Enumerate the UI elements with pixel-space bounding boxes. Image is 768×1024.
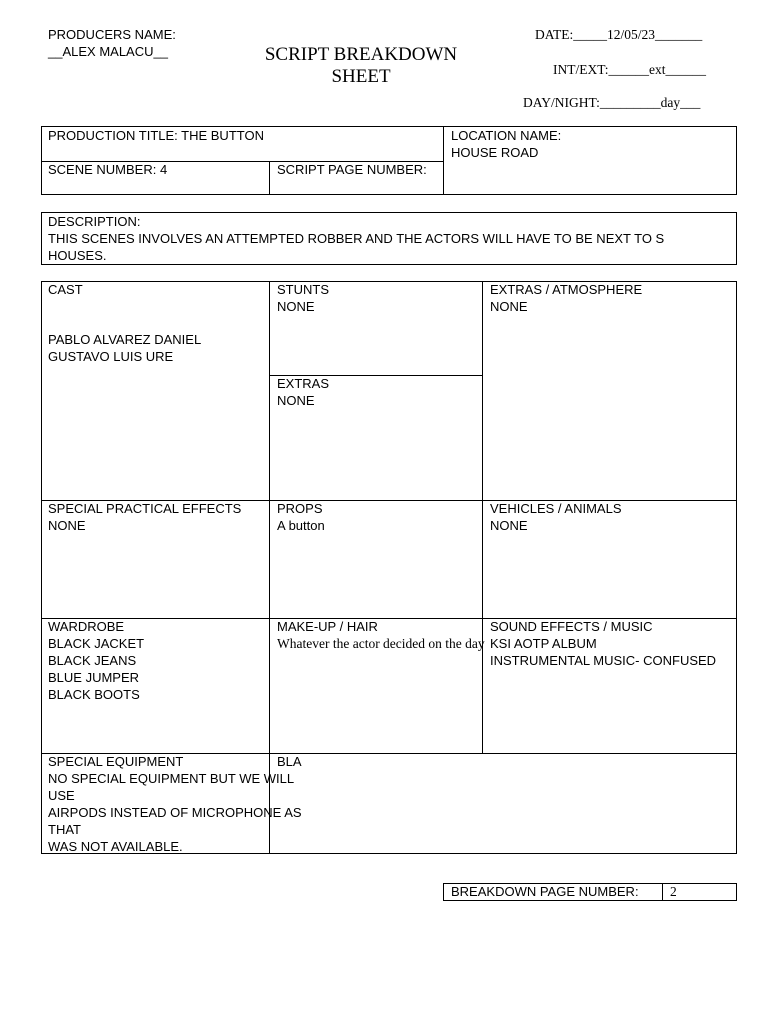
production-title: PRODUCTION TITLE: THE BUTTON xyxy=(48,128,264,143)
location-label: LOCATION NAME: xyxy=(451,128,562,143)
makeup-hair-label: MAKE-UP / HAIR xyxy=(277,619,378,634)
sound-music-item: KSI AOTP ALBUM xyxy=(490,636,597,651)
title-line-2: SHEET xyxy=(331,66,391,87)
extras-label: EXTRAS xyxy=(277,376,330,391)
special-equipment-line: AIRPODS INSTEAD OF MICROPHONE AS xyxy=(48,805,302,820)
cast-member: GUSTAVO LUIS URE xyxy=(48,349,174,364)
grid-col-divider-1 xyxy=(269,281,270,854)
wardrobe-item: BLACK JEANS xyxy=(48,653,137,668)
int-ext-field: INT/EXT:______ext______ xyxy=(553,62,707,77)
script-page-number: SCRIPT PAGE NUMBER: xyxy=(277,162,427,177)
producer-name: __ALEX MALACU__ xyxy=(48,44,168,59)
props-label: PROPS xyxy=(277,501,323,516)
grid-col-divider-2 xyxy=(482,281,483,753)
props-value: A button xyxy=(277,518,325,533)
cast-member: PABLO ALVAREZ DANIEL xyxy=(48,332,202,347)
sound-music-label: SOUND EFFECTS / MUSIC xyxy=(490,619,653,634)
description-label: DESCRIPTION: xyxy=(48,214,141,229)
wardrobe-item: BLACK BOOTS xyxy=(48,687,140,702)
date-field: DATE:_____12/05/23_______ xyxy=(535,27,703,42)
description-line-2: HOUSES. xyxy=(48,248,107,263)
special-practical-effects-value: NONE xyxy=(48,518,86,533)
special-equipment-line: THAT xyxy=(48,822,81,837)
bla-label: BLA xyxy=(277,754,302,769)
vehicles-animals-label: VEHICLES / ANIMALS xyxy=(490,501,622,516)
breakdown-page-number-value: 2 xyxy=(670,884,677,899)
day-night-field: DAY/NIGHT:_________day___ xyxy=(523,95,701,110)
makeup-hair-value: Whatever the actor decided on the day xyxy=(277,636,485,651)
breakdown-page-divider xyxy=(662,883,663,901)
extras-value: NONE xyxy=(277,393,315,408)
location-value: HOUSE ROAD xyxy=(451,145,539,160)
vehicles-animals-value: NONE xyxy=(490,518,528,533)
special-equipment-line: NO SPECIAL EQUIPMENT BUT WE WILL xyxy=(48,771,295,786)
description-line-1: THIS SCENES INVOLVES AN ATTEMPTED ROBBER AND THE ACTORS WILL HAVE TO BE NEXT TO S xyxy=(48,231,665,246)
special-equipment-line: USE xyxy=(48,788,75,803)
extras-atmosphere-value: NONE xyxy=(490,299,528,314)
breakdown-page-number-label: BREAKDOWN PAGE NUMBER: xyxy=(451,884,639,899)
title-line-1: SCRIPT BREAKDOWN xyxy=(264,44,458,65)
special-equipment-label: SPECIAL EQUIPMENT xyxy=(48,754,184,769)
special-equipment-line: WAS NOT AVAILABLE. xyxy=(48,839,183,854)
extras-atmosphere-label: EXTRAS / ATMOSPHERE xyxy=(490,282,643,297)
info-divider-scene xyxy=(269,161,270,195)
sound-music-item: INSTRUMENTAL MUSIC- CONFUSED xyxy=(490,653,717,668)
producers-label: PRODUCERS NAME: xyxy=(48,27,176,42)
page-title xyxy=(251,44,471,88)
wardrobe-label: WARDROBE xyxy=(48,619,125,634)
wardrobe-item: BLUE JUMPER xyxy=(48,670,140,685)
stunts-label: STUNTS xyxy=(277,282,329,297)
wardrobe-item: BLACK JACKET xyxy=(48,636,145,651)
scene-number: SCENE NUMBER: 4 xyxy=(48,162,168,177)
special-practical-effects-label: SPECIAL PRACTICAL EFFECTS xyxy=(48,501,242,516)
cast-label: CAST xyxy=(48,282,83,297)
stunts-value: NONE xyxy=(277,299,315,314)
